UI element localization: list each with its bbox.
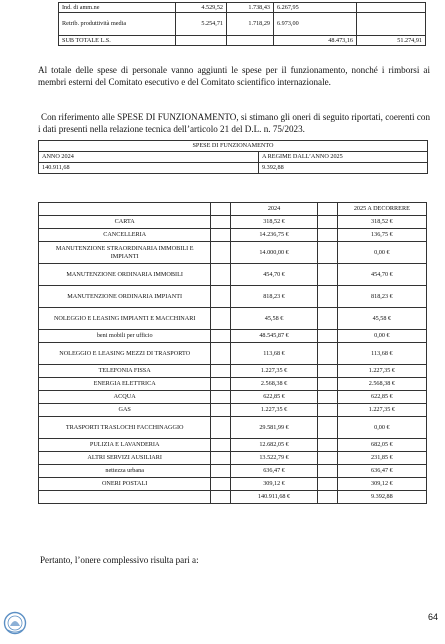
table-row [39,286,427,308]
cell: 636,47 € [230,465,318,478]
table-row [39,141,428,152]
row-label: TELEFONIA FISSA [39,365,211,378]
cell: 318,52 € [230,216,318,229]
personnel-cost-table [58,2,426,46]
cell: 51.274,91 [357,36,426,46]
cell: 622,85 € [337,391,426,404]
cell: 0,00 € [337,330,426,343]
cell [318,378,337,391]
cell: 682,05 € [337,439,426,452]
cell: 29.581,99 € [230,417,318,439]
row-label: NOLEGGIO E LEASING IMPIANTI E MACCHINARI [39,308,211,330]
column-header: A REGIME DALL’ANNO 2025 [259,152,428,163]
cell [211,343,230,365]
row-label: ENERGIA ELETTRICA [39,378,211,391]
cell [211,417,230,439]
table-row [39,308,427,330]
cell [211,404,230,417]
row-label: SUB TOTALE L.S. [59,36,176,46]
cell [211,216,230,229]
table-row [39,330,427,343]
cell [211,286,230,308]
cell [211,452,230,465]
cell: 13.522,79 € [230,452,318,465]
cell: 454,70 € [230,264,318,286]
cell [211,465,230,478]
cell [318,365,337,378]
cell: 45,58 € [230,308,318,330]
paragraph-personnel-costs: Al totale delle spese di personale vanno aggiunti le spese per il funzionamento, nonché i rimborsi ai membri esterni del Comitato esecutivo e del Comitato scientifico internazionale. [38,65,430,87]
cell [318,465,337,478]
cell [211,330,230,343]
cell [211,365,230,378]
row-label: beni mobili per ufficio [39,330,211,343]
cell: 48.545,87 € [230,330,318,343]
table-row [39,378,427,391]
cell [211,378,230,391]
cell: 9.392,88 [259,163,428,174]
seal-emblem-icon [3,610,27,636]
cell: 622,85 € [230,391,318,404]
cell: 5.254,71 [176,13,227,36]
table-row [39,465,427,478]
cell [211,203,230,216]
row-label: MANUTENZIONE ORDINARIA IMMOBILI [39,264,211,286]
table-row [39,404,427,417]
cell: 6.973,00 [274,13,357,36]
cell [318,491,337,504]
cell: 1.227,35 € [337,365,426,378]
cell: 454,70 € [337,264,426,286]
table-row [39,343,427,365]
cell [39,203,211,216]
cell [211,478,230,491]
total-cell: 9.392,88 [337,491,426,504]
cell [318,203,337,216]
cell [357,13,426,36]
cell [39,491,211,504]
cell [211,264,230,286]
cell [318,439,337,452]
cell [227,36,274,46]
row-label: TRASPORTI TRASLOCHI FACCHINAGGIO [39,417,211,439]
cell: 113,68 € [230,343,318,365]
cell [211,229,230,242]
operating-costs-summary-table [38,140,428,174]
cell: 1.738,43 [227,3,274,13]
row-label: Retrib. produttività media [59,13,176,36]
cell [318,242,337,264]
cell: 1.227,35 € [230,404,318,417]
cell: 2.568,38 € [337,378,426,391]
cell: 636,47 € [337,465,426,478]
cell: 6.267,95 [274,3,357,13]
cell [176,36,227,46]
cell [211,391,230,404]
cell [318,264,337,286]
cell [318,452,337,465]
cell [318,308,337,330]
cell: 45,58 € [337,308,426,330]
cell: 136,75 € [337,229,426,242]
row-label: GAS [39,404,211,417]
table-row [39,229,427,242]
cell: 231,85 € [337,452,426,465]
cell: 2.568,38 € [230,378,318,391]
cell [318,330,337,343]
table-row [39,439,427,452]
cell: 1.227,35 € [337,404,426,417]
table-row [39,242,427,264]
cell: 0,00 € [337,242,426,264]
paragraph-total-cost: Pertanto, l’onere complessivo risulta pari a: [40,555,199,565]
table-row [39,216,427,229]
cell: 12.682,05 € [230,439,318,452]
table-total-row [39,491,427,504]
table-header-row [39,203,427,216]
cell: 113,68 € [337,343,426,365]
cell: 818,23 € [230,286,318,308]
row-label: ONERI POSTALI [39,478,211,491]
column-header: 2024 [230,203,318,216]
cell: 48.473,16 [274,36,357,46]
table-row [59,36,426,46]
row-label: CANCELLERIA [39,229,211,242]
cell: 1.718,29 [227,13,274,36]
row-label: nettezza urbana [39,465,211,478]
table-row [59,13,426,36]
table-row [39,417,427,439]
row-label: ACQUA [39,391,211,404]
table-row [39,391,427,404]
row-label: Ind. di amm.ne [59,3,176,13]
cell [211,439,230,452]
cell [211,242,230,264]
operating-costs-detail-table [38,202,427,504]
cell: 140.911,68 [39,163,259,174]
cell: 309,12 € [230,478,318,491]
cell [318,478,337,491]
cell [318,229,337,242]
cell: 14.236,75 € [230,229,318,242]
table-row [39,264,427,286]
cell [318,343,337,365]
row-label: MANUTENZIONE ORDINARIA IMPIANTI [39,286,211,308]
cell: 14.000,00 € [230,242,318,264]
row-label: ALTRI SERVIZI AUSILIARI [39,452,211,465]
cell: 818,23 € [337,286,426,308]
table-row [39,365,427,378]
cell: 0,00 € [337,417,426,439]
cell: 4.529,52 [176,3,227,13]
page-number: 64 [428,612,439,622]
table-row [39,163,428,174]
row-label: MANUTENZIONE STRAORDINARIA IMMOBILI E IMPIANTI [39,242,211,264]
table-row [39,152,428,163]
cell [357,3,426,13]
column-header: ANNO 2024 [39,152,259,163]
table-row [39,452,427,465]
cell [211,491,230,504]
cell [318,286,337,308]
cell [318,216,337,229]
cell [318,417,337,439]
cell: 1.227,35 € [230,365,318,378]
cell [318,391,337,404]
row-label: NOLEGGIO E LEASING MEZZI DI TRASPORTO [39,343,211,365]
row-label: PULIZIA E LAVANDERIA [39,439,211,452]
row-label: CARTA [39,216,211,229]
cell: 318,52 € [337,216,426,229]
table-row [39,478,427,491]
table-row [59,3,426,13]
table-title: SPESE DI FUNZIONAMENTO [39,141,428,152]
column-header: 2025 A DECORRERE [337,203,426,216]
cell: 309,12 € [337,478,426,491]
total-cell: 140.911,68 € [230,491,318,504]
cell [211,308,230,330]
paragraph-operating-costs: Con riferimento alle SPESE DI FUNZIONAMENTO, si stimano gli oneri di seguito riportati, coerenti con i dati presenti nella relazione tecnica dell’articolo 21 del D.L. n. 75/2023. [38,112,430,134]
cell [318,404,337,417]
